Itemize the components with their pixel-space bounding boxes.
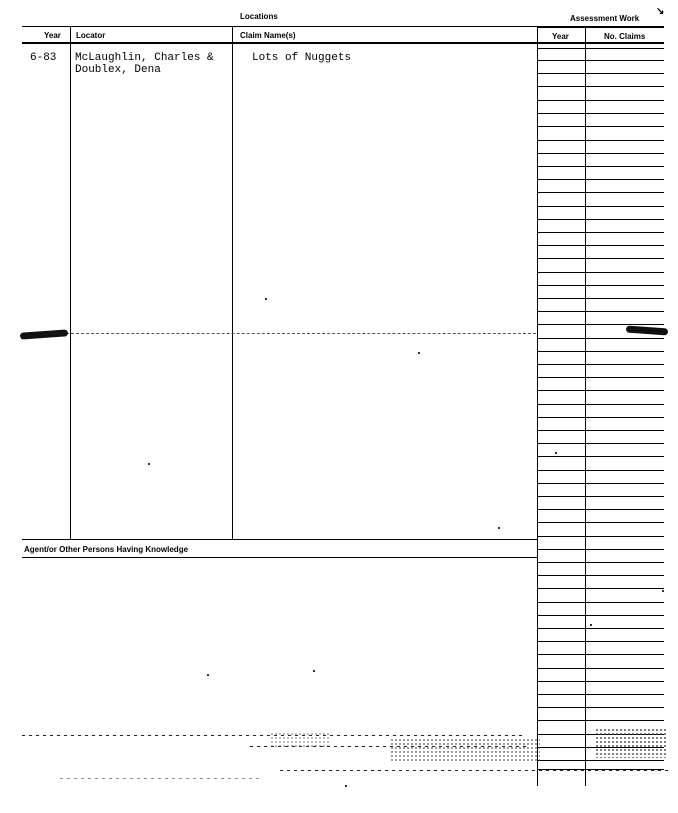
- assessment-row-rule: [538, 311, 664, 312]
- scan-stain-1: [390, 738, 540, 762]
- assessment-row-rule: [538, 166, 664, 167]
- locations-bottom-rule: [22, 539, 537, 540]
- assessment-row-rule: [538, 232, 664, 233]
- assessment-row-rule: [538, 522, 664, 523]
- header-bottom-rule: [22, 42, 664, 44]
- assessment-row-rule: [538, 681, 664, 682]
- aw-top-rule: [538, 26, 664, 28]
- assessment-row-rule: [538, 483, 664, 484]
- assessment-row-rule: [538, 588, 664, 589]
- entry-locator: McLaughlin, Charles & Doublex, Dena: [75, 52, 214, 76]
- assessment-row-rule: [538, 206, 664, 207]
- assessment-row-rule: [538, 338, 664, 339]
- middle-divider: [66, 333, 536, 335]
- speck: [345, 785, 347, 787]
- col-aw-no-claims: No. Claims: [604, 32, 646, 41]
- speck: [498, 527, 500, 529]
- assessment-row-rule: [538, 430, 664, 431]
- assessment-row-rule: [538, 390, 664, 391]
- assessment-row-rule: [538, 562, 664, 563]
- speck: [148, 463, 150, 465]
- corner-mark: ↘: [656, 6, 665, 17]
- assessment-row-rule: [538, 615, 664, 616]
- assessment-row-rule: [538, 509, 664, 510]
- assessment-row-rule: [538, 298, 664, 299]
- col-claim-names: Claim Name(s): [240, 31, 296, 40]
- speck: [207, 674, 209, 676]
- scan-noise-3: [280, 770, 670, 771]
- assessment-row-rule: [538, 324, 664, 325]
- assessment-row-rule: [538, 549, 664, 550]
- assessment-row-rule: [538, 60, 664, 61]
- assessment-row-rule: [538, 272, 664, 273]
- year-locator-divider: [70, 27, 71, 539]
- assessment-row-rule: [538, 496, 664, 497]
- assessment-row-rule: [538, 192, 664, 193]
- ink-smear-right: [626, 326, 668, 336]
- assessment-row-rule: [538, 126, 664, 127]
- assessment-row-rule: [538, 179, 664, 180]
- scan-noise-4: [60, 778, 260, 779]
- speck: [418, 352, 420, 354]
- assessment-row-rule: [538, 456, 664, 457]
- speck: [662, 590, 664, 592]
- assessment-row-rule: [538, 153, 664, 154]
- assessment-row-rule: [538, 86, 664, 87]
- assessment-row-rule: [538, 73, 664, 74]
- assessment-row-rule: [538, 668, 664, 669]
- assessment-row-rule: [538, 219, 664, 220]
- assessment-row-rule: [538, 48, 664, 49]
- agent-label: Agent/or Other Persons Having Knowledge: [24, 545, 189, 554]
- col-aw-year: Year: [552, 32, 569, 41]
- assessment-row-rule: [538, 113, 664, 114]
- assessment-row-rule: [538, 654, 664, 655]
- agent-rule: [22, 557, 537, 558]
- assessment-row-rule: [538, 100, 664, 101]
- speck: [313, 670, 315, 672]
- assessment-row-rule: [538, 575, 664, 576]
- assessment-row-rule: [538, 285, 664, 286]
- assessment-row-rule: [538, 351, 664, 352]
- col-year: Year: [44, 31, 61, 40]
- entry-year: 6-83: [30, 52, 57, 64]
- assessment-row-rule: [538, 760, 664, 761]
- assessment-row-rule: [538, 707, 664, 708]
- assessment-row-rule: [538, 140, 664, 141]
- assessment-row-rule: [538, 628, 664, 629]
- assessment-row-rule: [538, 641, 664, 642]
- assessment-row-rule: [538, 470, 664, 471]
- locator-claim-divider: [232, 27, 233, 539]
- assessment-row-rule: [538, 364, 664, 365]
- assessment-row-rule: [538, 536, 664, 537]
- speck: [265, 298, 267, 300]
- scan-stain-3: [270, 732, 330, 748]
- speck: [590, 624, 592, 626]
- entry-claim-name: Lots of Nuggets: [252, 52, 352, 64]
- assessment-row-rule: [538, 417, 664, 418]
- assessment-row-rule: [538, 245, 664, 246]
- locations-header: Locations: [240, 12, 278, 21]
- assessment-row-rule: [538, 602, 664, 603]
- ink-smear-left: [20, 329, 68, 339]
- assessment-row-rule: [538, 377, 664, 378]
- scan-stain-2: [595, 728, 667, 758]
- col-locator: Locator: [76, 31, 106, 40]
- assessment-row-rule: [538, 404, 664, 405]
- speck: [555, 452, 557, 454]
- assessment-row-rule: [538, 443, 664, 444]
- assessment-row-rule: [538, 720, 664, 721]
- assessment-work-header: Assessment Work: [570, 14, 640, 23]
- assessment-row-rule: [538, 258, 664, 259]
- assessment-row-rule: [538, 694, 664, 695]
